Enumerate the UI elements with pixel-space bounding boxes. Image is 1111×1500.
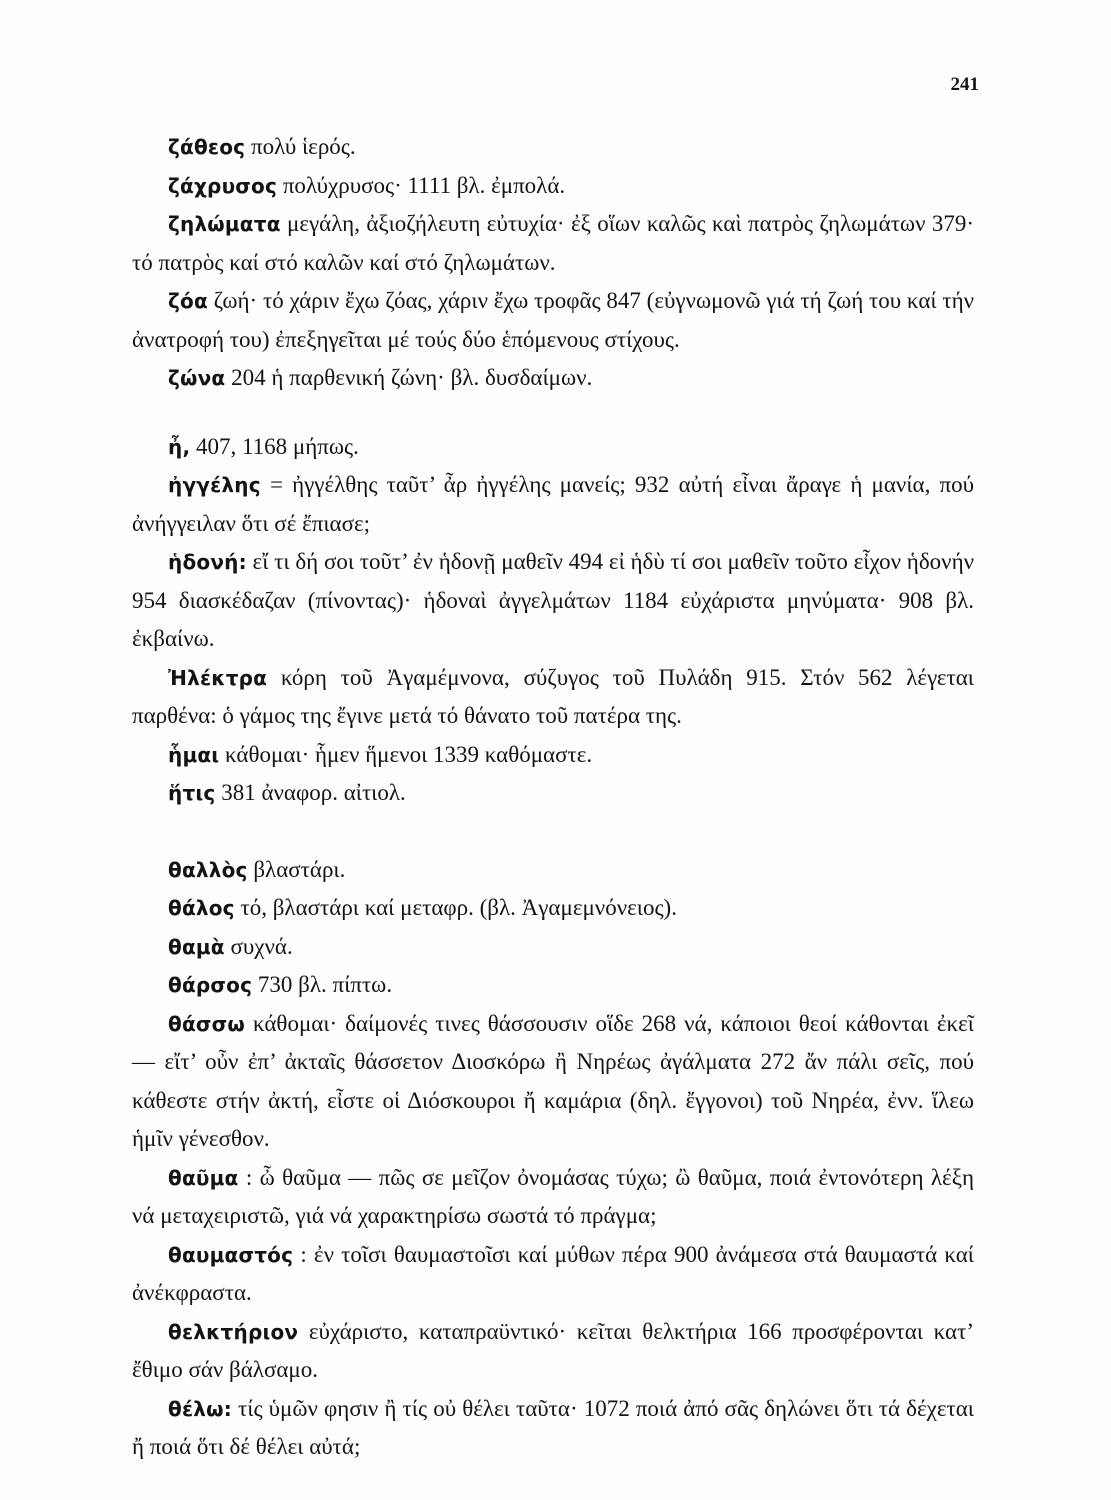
page-number: 241	[950, 74, 979, 95]
entry-thama	[132, 928, 974, 967]
entry-thallos	[132, 851, 974, 890]
entry-definition: πολύ ἱερός.	[245, 134, 356, 159]
entry-lemma: ζάχρυσος	[168, 173, 278, 198]
entry-definition: τίς ὑμῶν φησιν ἢ τίς οὐ θέλει ταῦτα· 1072 ποιά ἀπό σᾶς δηλώνει ὅτι τά δέχεται ἤ ποιά ὅτι δέ θέλει αὐτά;	[132, 1395, 974, 1459]
section-gap	[132, 398, 974, 428]
section-gap	[132, 813, 974, 851]
entry-lemma: θαλλὸς	[168, 857, 248, 882]
entry-definition: τό, βλαστάρι καί μεταφρ. (βλ. Ἀγαμεμνόνειος).	[234, 895, 677, 920]
entry-definition: πολύχρυσος· 1111 βλ. ἐμπολά.	[277, 172, 566, 198]
entry-definition: εἴ τι δή σοι τοῦτ’ ἐν ἡδονῇ μαθεῖν 494 εἰ ἡδὺ τί σοι μαθεῖν τοῦτο εἶχον ἡδονήν 954 διασκέδαζαν (πίνοντας)· ἡδοναὶ ἀγγελμάτων 1184 εὐχάριστα μηνύματα· 908 βλ. ἐκβαίνω.	[132, 549, 974, 651]
entry-lemma: ζάθεος	[168, 135, 246, 159]
entry-lemma: θάλος	[168, 896, 235, 920]
entry-lemma: θέλω:	[168, 1396, 232, 1421]
entry-thelkterion	[132, 1313, 974, 1390]
entry-zoa	[132, 282, 974, 359]
entry-lemma: θάσσω	[168, 1011, 246, 1036]
entry-lemma: θαῦμα	[168, 1165, 239, 1190]
entry-thauma	[132, 1159, 974, 1236]
entry-elektra	[132, 659, 974, 736]
entry-zatheos	[132, 128, 974, 167]
entry-lemma: ἠγγέλης	[168, 473, 261, 497]
glossary-entries	[132, 128, 974, 1467]
entry-zona	[132, 359, 974, 398]
entry-definition: συχνά.	[224, 933, 293, 959]
entry-thasso	[132, 1005, 974, 1159]
entry-lemma: ἦ,	[168, 434, 191, 459]
entry-thaumastos	[132, 1236, 974, 1313]
entry-thelo	[132, 1390, 974, 1467]
entry-emai	[132, 736, 974, 775]
entry-definition: βλαστάρι.	[247, 856, 346, 882]
entry-lemma: ἥτις	[168, 781, 216, 805]
entry-eggeles	[132, 466, 974, 543]
entry-definition: κάθομαι· ἧμεν ἥμενοι 1339 καθόμαστε.	[219, 741, 593, 767]
entry-definition: = ἠγγέλθης ταῦτ’ ἆρ ἠγγέλης μανείς; 932 αὐτή εἶναι ἄραγε ἡ μανία, πού ἀνήγγειλαν ὅτι σέ ἔπιασε;	[132, 472, 974, 536]
entry-lemma: Ἠλέκτρα	[168, 665, 268, 690]
entry-definition: 204 ἡ παρθενική ζώνη· βλ. δυσδαίμων.	[225, 365, 593, 390]
entry-lemma: θαυμαστός	[168, 1242, 294, 1267]
entry-lemma: θελκτήριον	[168, 1319, 299, 1344]
entry-etis	[132, 774, 974, 813]
entry-zelomata	[132, 205, 974, 282]
entry-definition: εὐχάριστο, καταπραϋντικό· κεῖται θελκτήρια 166 προσφέρονται κατ’ ἔθιμο σάν βάλσαμο.	[132, 1318, 974, 1382]
entry-e	[132, 428, 974, 467]
entry-tharsos	[132, 966, 974, 1005]
entry-definition: μεγάλη, ἀξιοζήλευτη εὐτυχία· ἐξ οἵων καλῶς καὶ πατρὸς ζηλωμάτων 379· τό πατρὸς καί στό καλῶν καί στό ζηλωμάτων.	[132, 211, 974, 275]
entry-lemma: θάρσος	[168, 973, 253, 997]
entry-definition: κάθομαι· δαίμονές τινες θάσσουσιν οἵδε 268 νά, κάποιοι θεοί κάθονται ἐκεῖ — εἴτ’ οὖν ἐπ’ ἀκταῖς θάσσετον Διοσκόρω ἢ Νηρέως ἀγάλματα 272 ἄν πάλι σεῖς, πού κάθεστε στήν ἀκτή, εἶστε οἱ Διόσκουροι ἤ καμάρια (δηλ. ἔγγονοι) τοῦ Νηρέα, ἐνν. ἵλεω ἡμῖν γένεσθον.	[132, 1010, 974, 1151]
entry-lemma: ζόα	[168, 289, 208, 313]
entry-lemma: ἡδονή:	[168, 550, 247, 574]
entry-thalos	[132, 889, 974, 928]
entry-definition: 730 βλ. πίπτω.	[252, 972, 393, 997]
entry-lemma: ζώνα	[168, 366, 226, 390]
entry-definition: 407, 1168 μήπως.	[190, 433, 359, 459]
entry-lemma: θαμὰ	[168, 934, 225, 959]
entry-definition: κόρη τοῦ Ἀγαμέμνονα, σύζυγος τοῦ Πυλάδη 915. Στόν 562 λέγεται παρθένα: ὁ γάμος της ἔγινε μετά τό θάνατο τοῦ πατέρα της.	[132, 664, 974, 728]
entry-lemma: ἧμαι	[168, 742, 220, 767]
entry-definition: : ἐν τοῖσι θαυμαστοῖσι καί μύθων πέρα 900 ἀνάμεσα στά θαυμαστά καί ἀνέκφραστα.	[132, 1241, 974, 1305]
entry-lemma: ζηλώματα	[168, 212, 281, 236]
entry-definition: ζωή· τό χάριν ἔχω ζόας, χάριν ἔχω τροφᾶς 847 (εὐγνωμονῶ γιά τή ζωή του καί τήν ἀνατροφή του) ἐπεξηγεῖται μέ τούς δύο ἑπόμενους στίχους.	[132, 288, 974, 352]
entry-zachrysos	[132, 167, 974, 206]
entry-definition: : ὦ θαῦμα — πῶς σε μεῖζον ὀνομάσας τύχω; ὢ θαῦμα, ποιά ἐντονότερη λέξη νά μεταχειριστῶ, γιά νά χαρακτηρίσω σωστά τό πράγμα;	[132, 1164, 974, 1228]
entry-definition: 381 ἀναφορ. αἰτιολ.	[215, 780, 406, 805]
entry-hedone	[132, 543, 974, 659]
